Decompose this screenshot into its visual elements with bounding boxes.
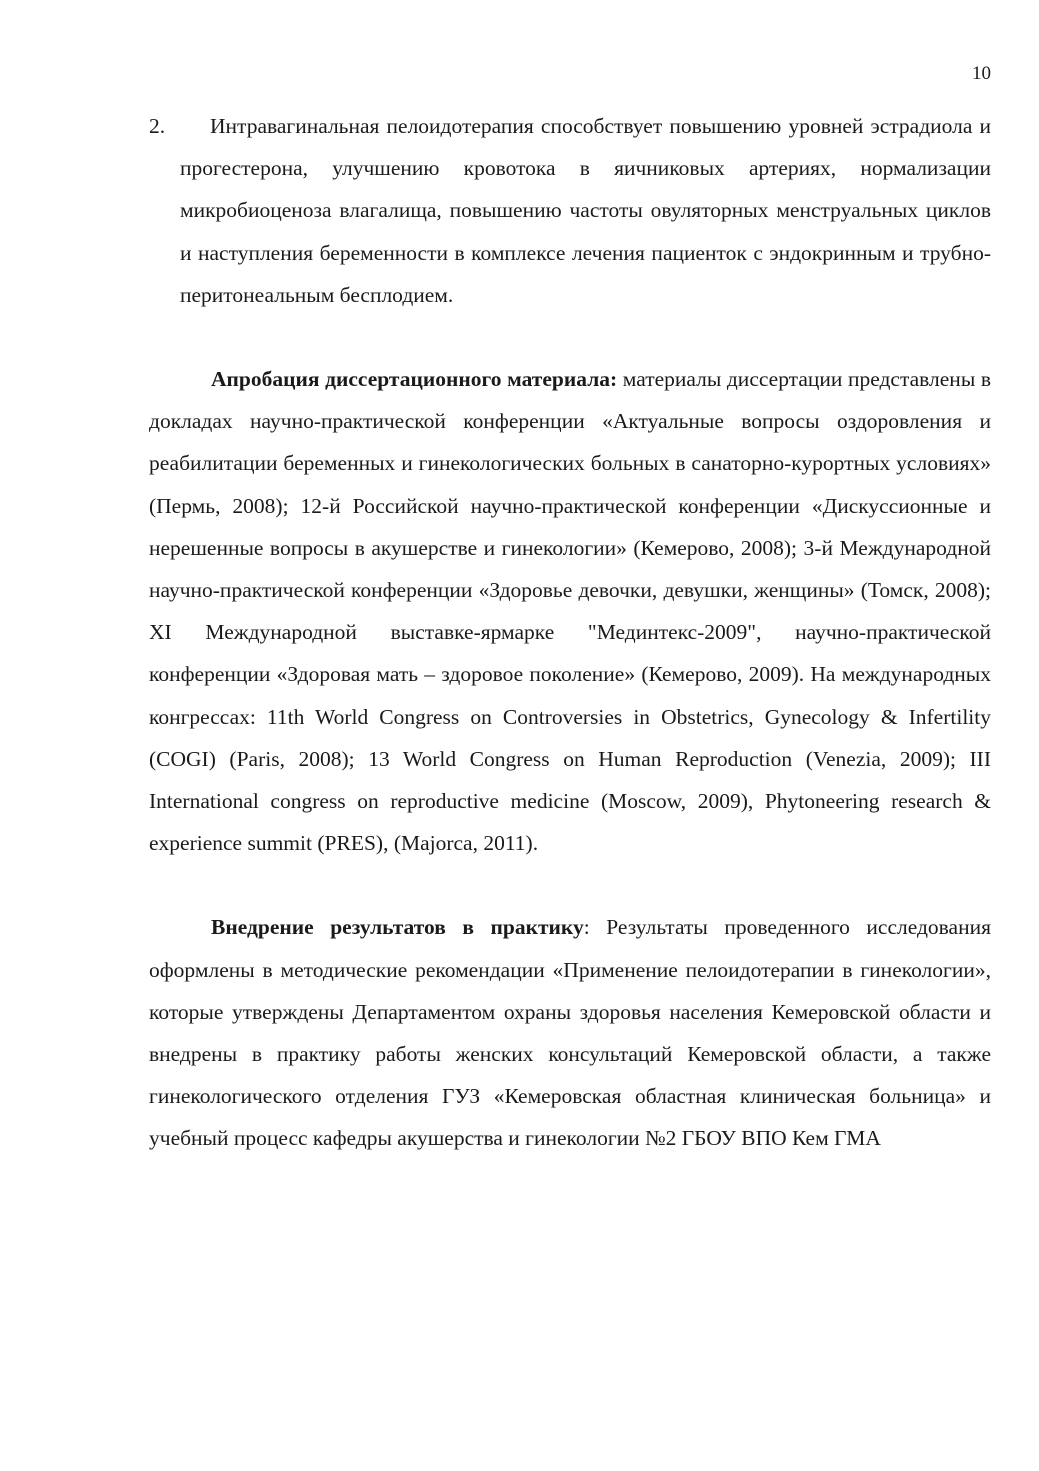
- implementation-heading: Внедрение результатов в практику: [211, 915, 584, 940]
- approbation-text: материалы диссертации представлены в докладах научно-практической конференции «Актуальные вопросы оздоровления и реабилитации беременных и гинекологических больных в санаторно-курортных условиях» (Пермь, 2008); 12-й Российской научно-практической конференции «Дискуссионные и нерешенные вопросы в акушерстве и гинекологии» (Кемерово, 2008); 3-й Международной научно-практической конференции «Здоровье девочки, девушки, женщины» (Томск, 2008); XI Международной выставке-ярмарке "Мединтекс-2009", научно-практической конференции «Здоровая мать – здоровое поколение» (Кемерово, 2009). На международных конгрессах: 11th World Congress on Controversies in Obstetrics, Gynecology & Infertility (COGI) (Paris, 2008); 13 World Congress on Human Reproduction (Venezia, 2009); III International congress on reproductive medicine (Moscow, 2009), Phytoneering research & experience summit (PRES), (Majorca, 2011).: [149, 367, 991, 856]
- page-content: [149, 105, 991, 1160]
- list-marker: 2.: [149, 114, 166, 138]
- implementation-paragraph: [149, 906, 991, 1159]
- approbation-heading: Апробация диссертационного материала:: [211, 367, 618, 392]
- paragraph-spacer: [149, 316, 991, 358]
- conclusion-list-item: [149, 105, 991, 316]
- page-number: 10: [972, 63, 991, 84]
- list-item-text: Интравагинальная пелоидотерапия способствует повышению уровней эстрадиола и прогестерона, улучшению кровотока в яичниковых артериях, нормализации микробиоценоза влагалища, повышению частоты овуляторных менструальных циклов и наступления беременности в комплексе лечения пациенток с эндокринным и трубно-перитонеальным бесплодием.: [180, 114, 991, 307]
- approbation-paragraph: [149, 358, 991, 864]
- paragraph-spacer: [149, 864, 991, 906]
- implementation-text: : Результаты проведенного исследования оформлены в методические рекомендации «Применение пелоидотерапии в гинекологии», которые утверждены Департаментом охраны здоровья населения Кемеровской области и внедрены в практику работы женских консультаций Кемеровской области, а также гинекологического отделения ГУЗ «Кемеровская областная клиническая больница» и учебный процесс кафедры акушерства и гинекологии №2 ГБОУ ВПО Кем ГМА: [149, 915, 991, 1151]
